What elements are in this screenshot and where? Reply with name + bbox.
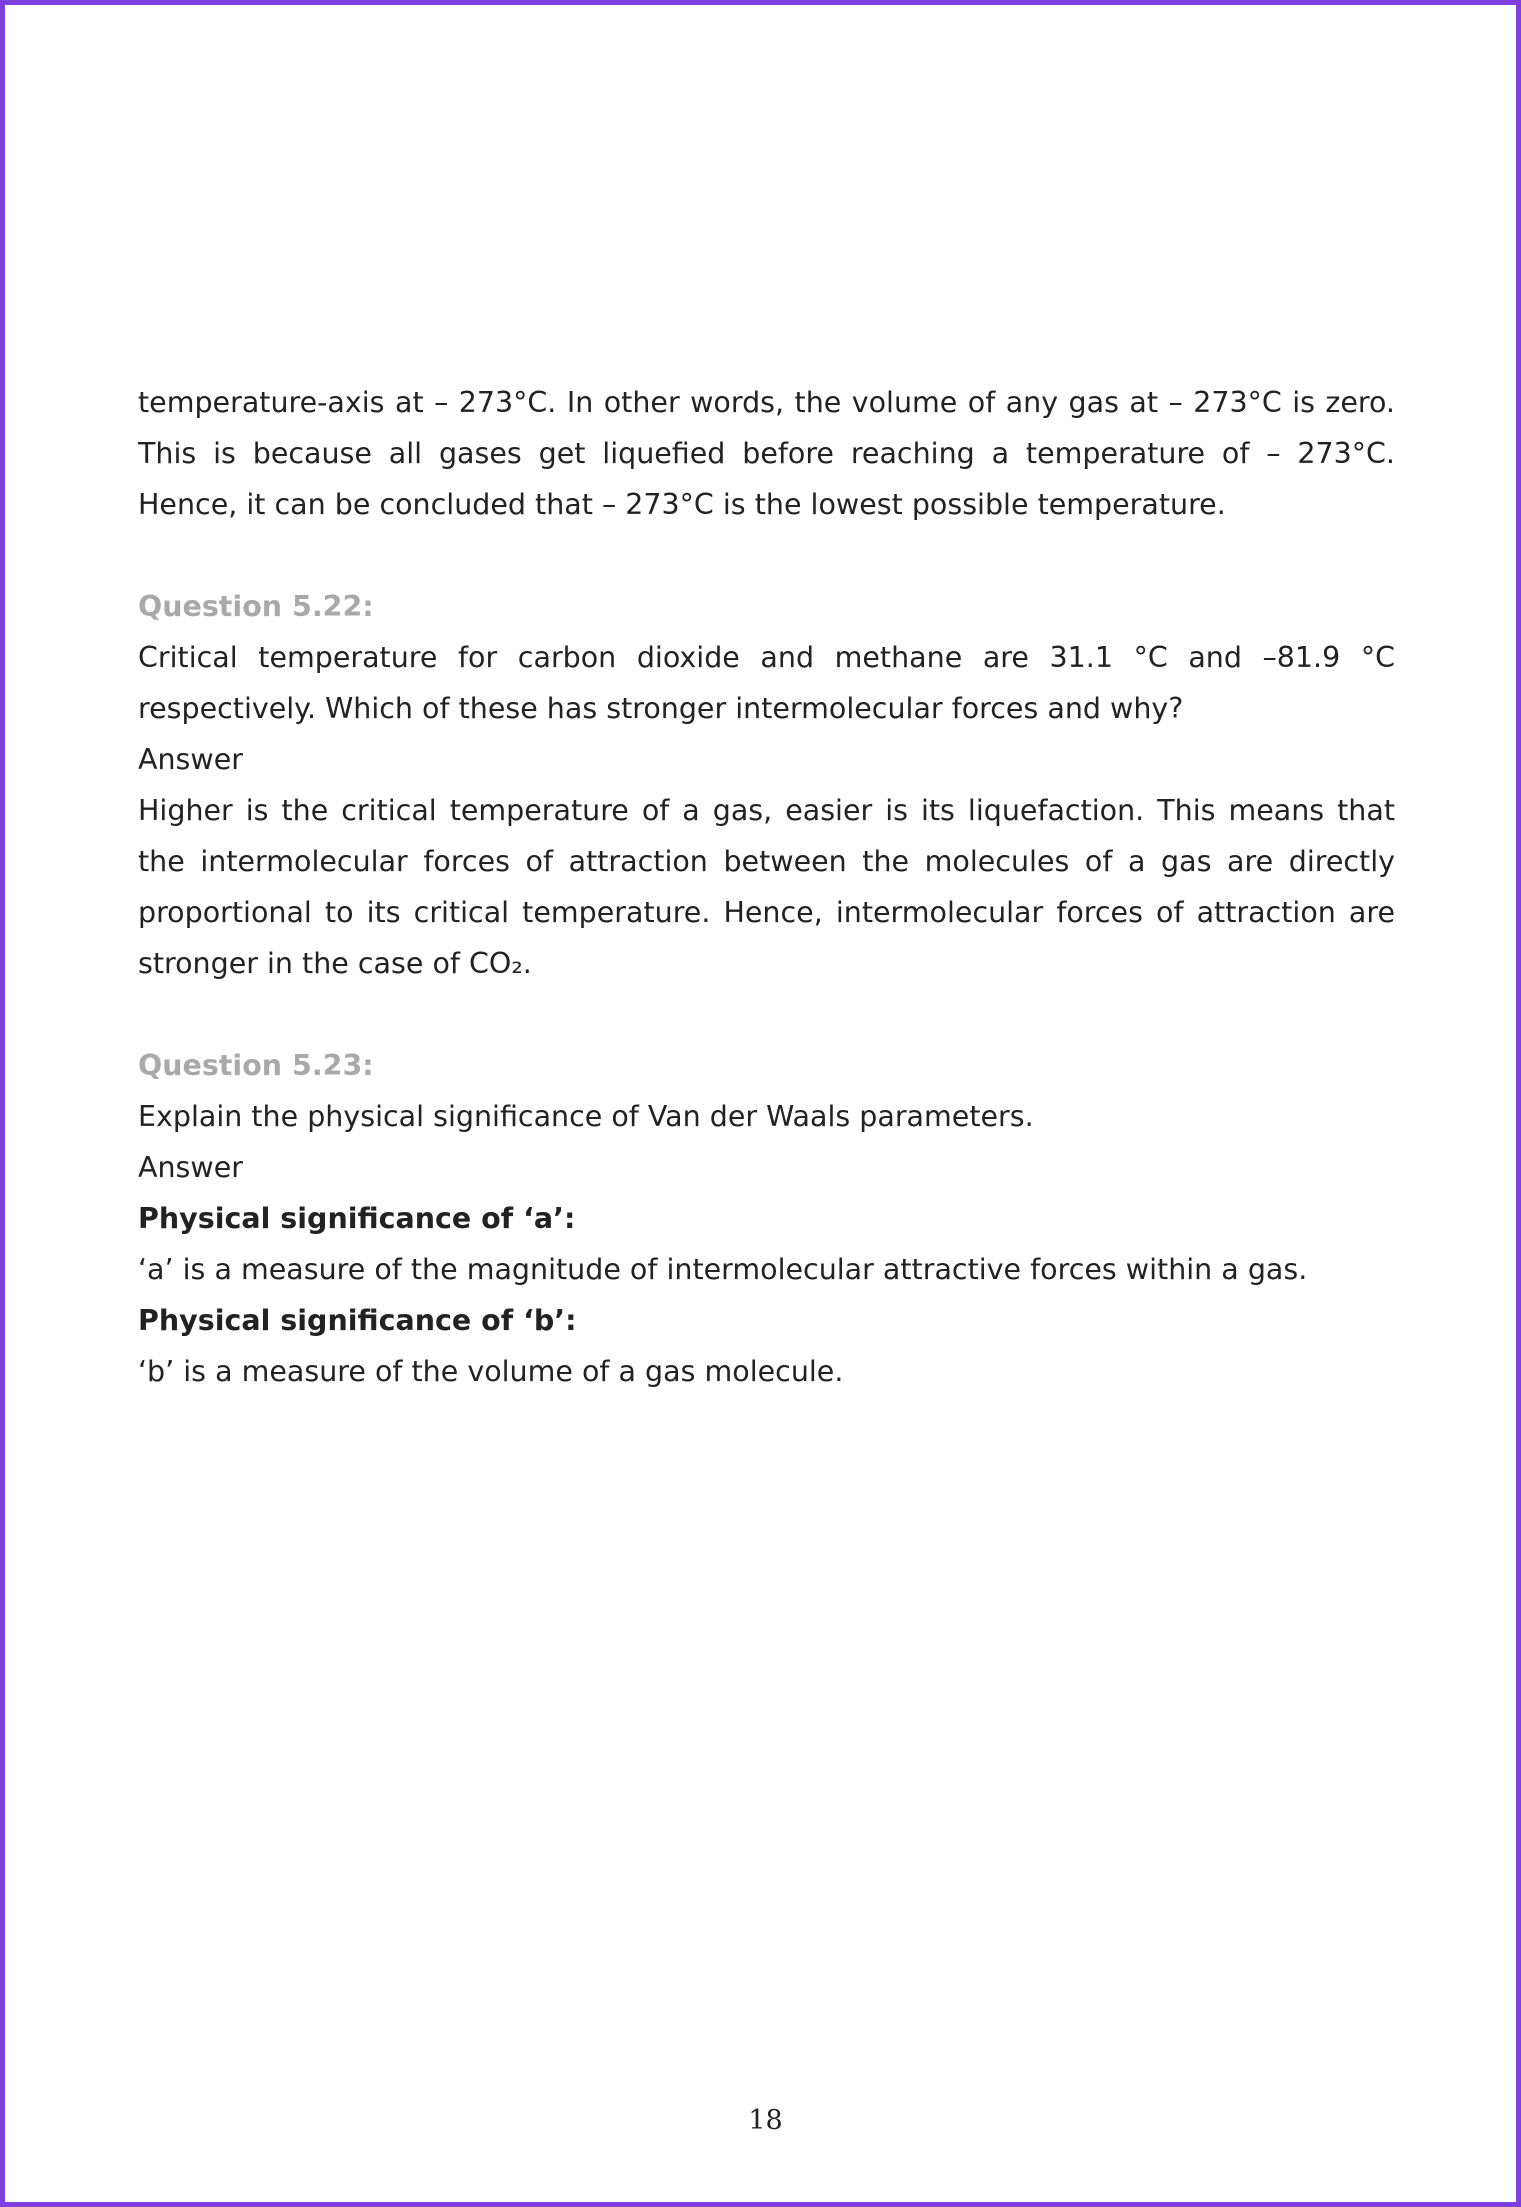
- significance-b-text: ‘b’ is a measure of the volume of a gas molecule.: [138, 1355, 844, 1388]
- page-number: 18: [748, 2105, 783, 2136]
- intro-paragraph: temperature-axis at – 273°C. In other words, the volume of any gas at – 273°C is zero. This is because all gases get liquefied before reaching a temperature of – 273°C. Hence, it can be concluded that – 273°C is the lowest possible temperature.: [138, 386, 1395, 521]
- question-5-22-answer-label: Answer: [138, 743, 243, 776]
- section-gap: [138, 530, 1395, 581]
- significance-b-heading: Physical significance of ‘b’:: [138, 1304, 577, 1337]
- section-gap: [138, 989, 1395, 1040]
- question-5-23-answer-label: Answer: [138, 1151, 243, 1184]
- question-5-22-answer: Higher is the critical temperature of a gas, easier is its liquefaction. This means that the intermolecular forces of attraction between the molecules of a gas are directly proportional to its critical temperature. Hence, intermolecular forces of attraction are stronger in the case of CO₂.: [138, 794, 1395, 980]
- question-5-23-heading: Question 5.23:: [138, 1049, 374, 1082]
- question-5-23-text: Explain the physical significance of Van der Waals parameters.: [138, 1100, 1034, 1133]
- significance-a-text: ‘a’ is a measure of the magnitude of intermolecular attractive forces within a gas.: [138, 1253, 1308, 1286]
- question-5-22-heading: Question 5.22:: [138, 590, 374, 623]
- page-content: [138, 377, 1395, 1397]
- significance-a-heading: Physical significance of ‘a’:: [138, 1202, 576, 1235]
- question-5-22-text: Critical temperature for carbon dioxide and methane are 31.1 °C and –81.9 °C respectively. Which of these has stronger intermolecular forces and why?: [138, 641, 1395, 725]
